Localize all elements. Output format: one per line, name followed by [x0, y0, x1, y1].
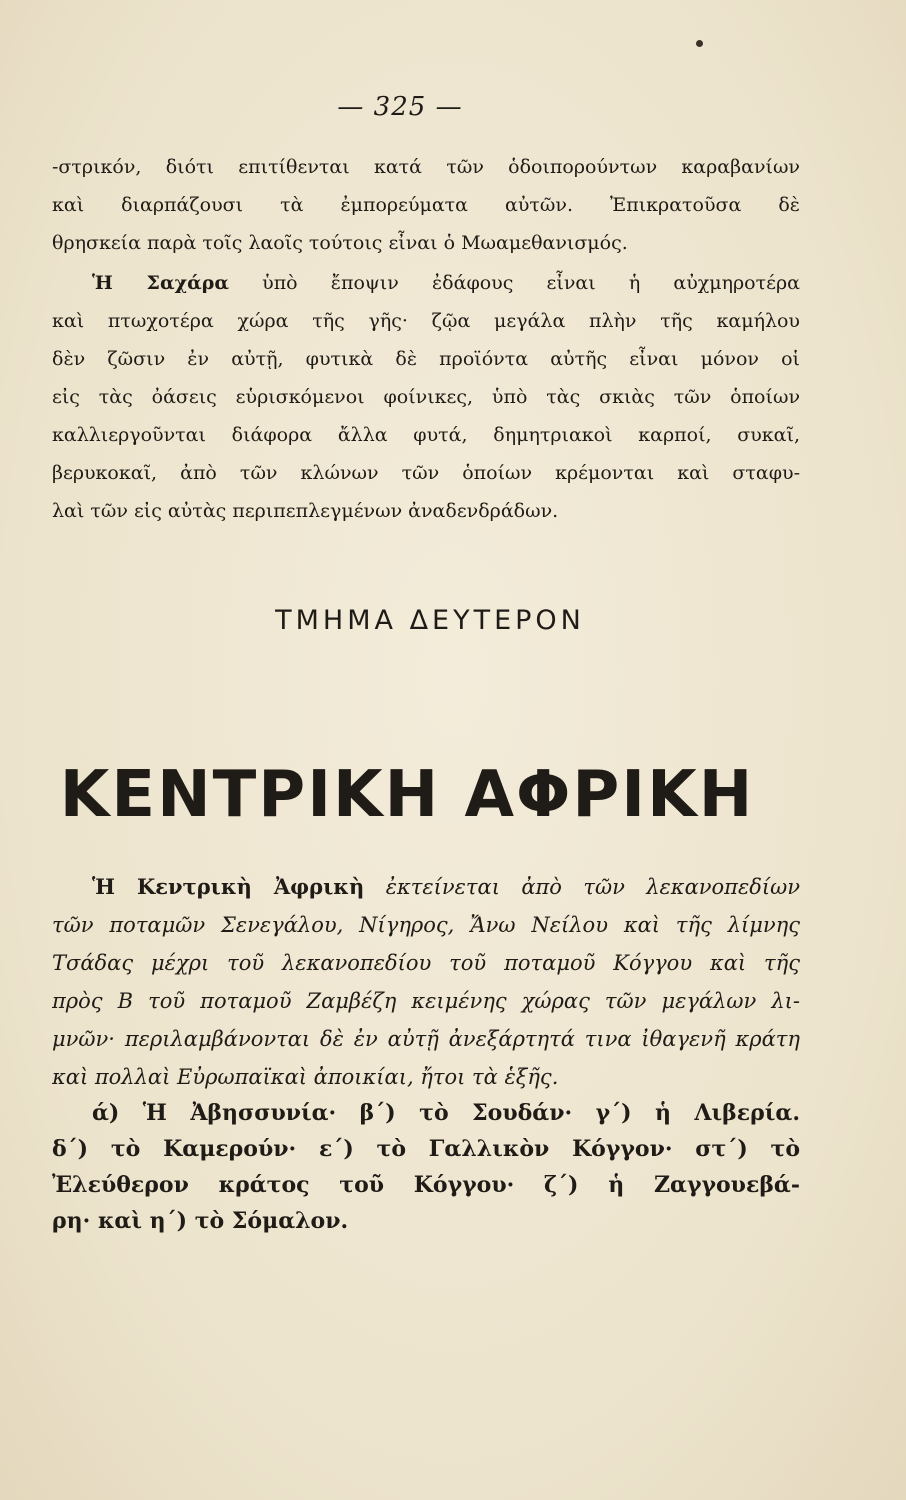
page-number: — 325 — [337, 92, 463, 122]
text-segment: ἐκτείνεται ἀπὸ τῶν λεκανοπεδίων [385, 875, 800, 899]
section-heading: ΤΜΗΜΑ ΔΕΥΤΕΡΟΝ [275, 605, 585, 636]
text-line: πρὸς Β τοῦ ποταμοῦ Ζαμβέζη κειμένης χώρας τῶν μεγάλων λι- [52, 989, 800, 1013]
text-line: δὲν ζῶσιν ἐν αὐτῇ, φυτικὰ δὲ προϊόντα αὐτῆς εἶναι μόνον οἱ [52, 348, 800, 370]
text-line: καὶ πτωχοτέρα χώρα τῆς γῆς· ζῷα μεγάλα πλὴν τῆς καμήλου [52, 310, 800, 332]
chapter-title: ΚΕΝΤΡΙΚΗ ΑΦΡΙΚΗ [59, 758, 755, 832]
paragraph-lead: Ἡ Κεντρικὴ Ἀφρικὴ [92, 874, 365, 899]
text-line: Ἐλεύθερον κράτος τοῦ Κόγγου· ζ΄) ἡ Ζαγγουεβά- [52, 1172, 800, 1198]
text-line: θρησκεία παρὰ τοῖς λαοῖς τούτοις εἶναι ὁ Μωαμεθανισμός. [52, 232, 628, 254]
text-line: λαὶ τῶν εἰς αὐτὰς περιπεπλεγμένων ἀναδενδράδων. [52, 500, 559, 522]
text-line: δ΄) τὸ Καμερούν· ε΄) τὸ Γαλλικὸν Κόγγον· στ΄) τὸ [52, 1136, 800, 1162]
text-line-lead [52, 264, 800, 302]
text-line: εἰς τὰς ὀάσεις εὑρισκόμενοι φοίνικες, ὑπὸ τὰς σκιὰς τῶν ὁποίων [52, 386, 800, 408]
text-line: καὶ διαρπάζουσι τὰ ἐμπορεύματα αὐτῶν. Ἐπικρατοῦσα δὲ [52, 194, 800, 216]
text-line: καλλιεργοῦνται διάφορα ἄλλα φυτά, δημητριακοὶ καρποί, συκαῖ, [52, 424, 800, 446]
text-line: μνῶν· περιλαμβάνονται δὲ ἐν αὐτῇ ἀνεξάρτητά τινα ἰθαγενῆ κράτη [52, 1027, 800, 1051]
text-line: τῶν ποταμῶν Σενεγάλου, Νίγηρος, Ἄνω Νείλου καὶ τῆς λίμνης [52, 913, 800, 937]
text-line: καὶ πολλαὶ Εὐρωπαϊκαὶ ἀποικίαι, ἤτοι τὰ ἑξῆς. [52, 1065, 559, 1089]
paragraph-states-list [52, 1095, 800, 1239]
text-line: βερυκοκαῖ, ἀπὸ τῶν κλώνων τῶν ὁποίων κρέμονται καὶ σταφυ- [52, 462, 800, 484]
paragraph-lead: Ἡ Σαχάρα [92, 272, 229, 294]
ink-dot [696, 40, 703, 47]
paragraph-sahara-peoples [52, 148, 800, 262]
text-line: -στρικόν, διότι επιτίθενται κατά τῶν ὁδοιπορούντων καραβανίων [52, 156, 800, 178]
text-segment: ὑπὸ ἔποψιν ἐδάφους εἶναι ἡ αὐχμηροτέρα [262, 272, 800, 294]
paragraph-sahara-terrain [52, 264, 800, 530]
text-line-lead [52, 868, 800, 906]
text-line: Τσάδας μέχρι τοῦ λεκανοπεδίου τοῦ ποταμοῦ Κόγγου καὶ τῆς [52, 951, 800, 975]
text-line: ρη· καὶ η΄) τὸ Σόμαλον. [52, 1208, 349, 1234]
text-line: ά) Ἡ Ἀβησσυνία· β΄) τὸ Σουδάν· γ΄) ἡ Λιβερία. [92, 1100, 800, 1126]
paragraph-central-africa [52, 868, 800, 1096]
